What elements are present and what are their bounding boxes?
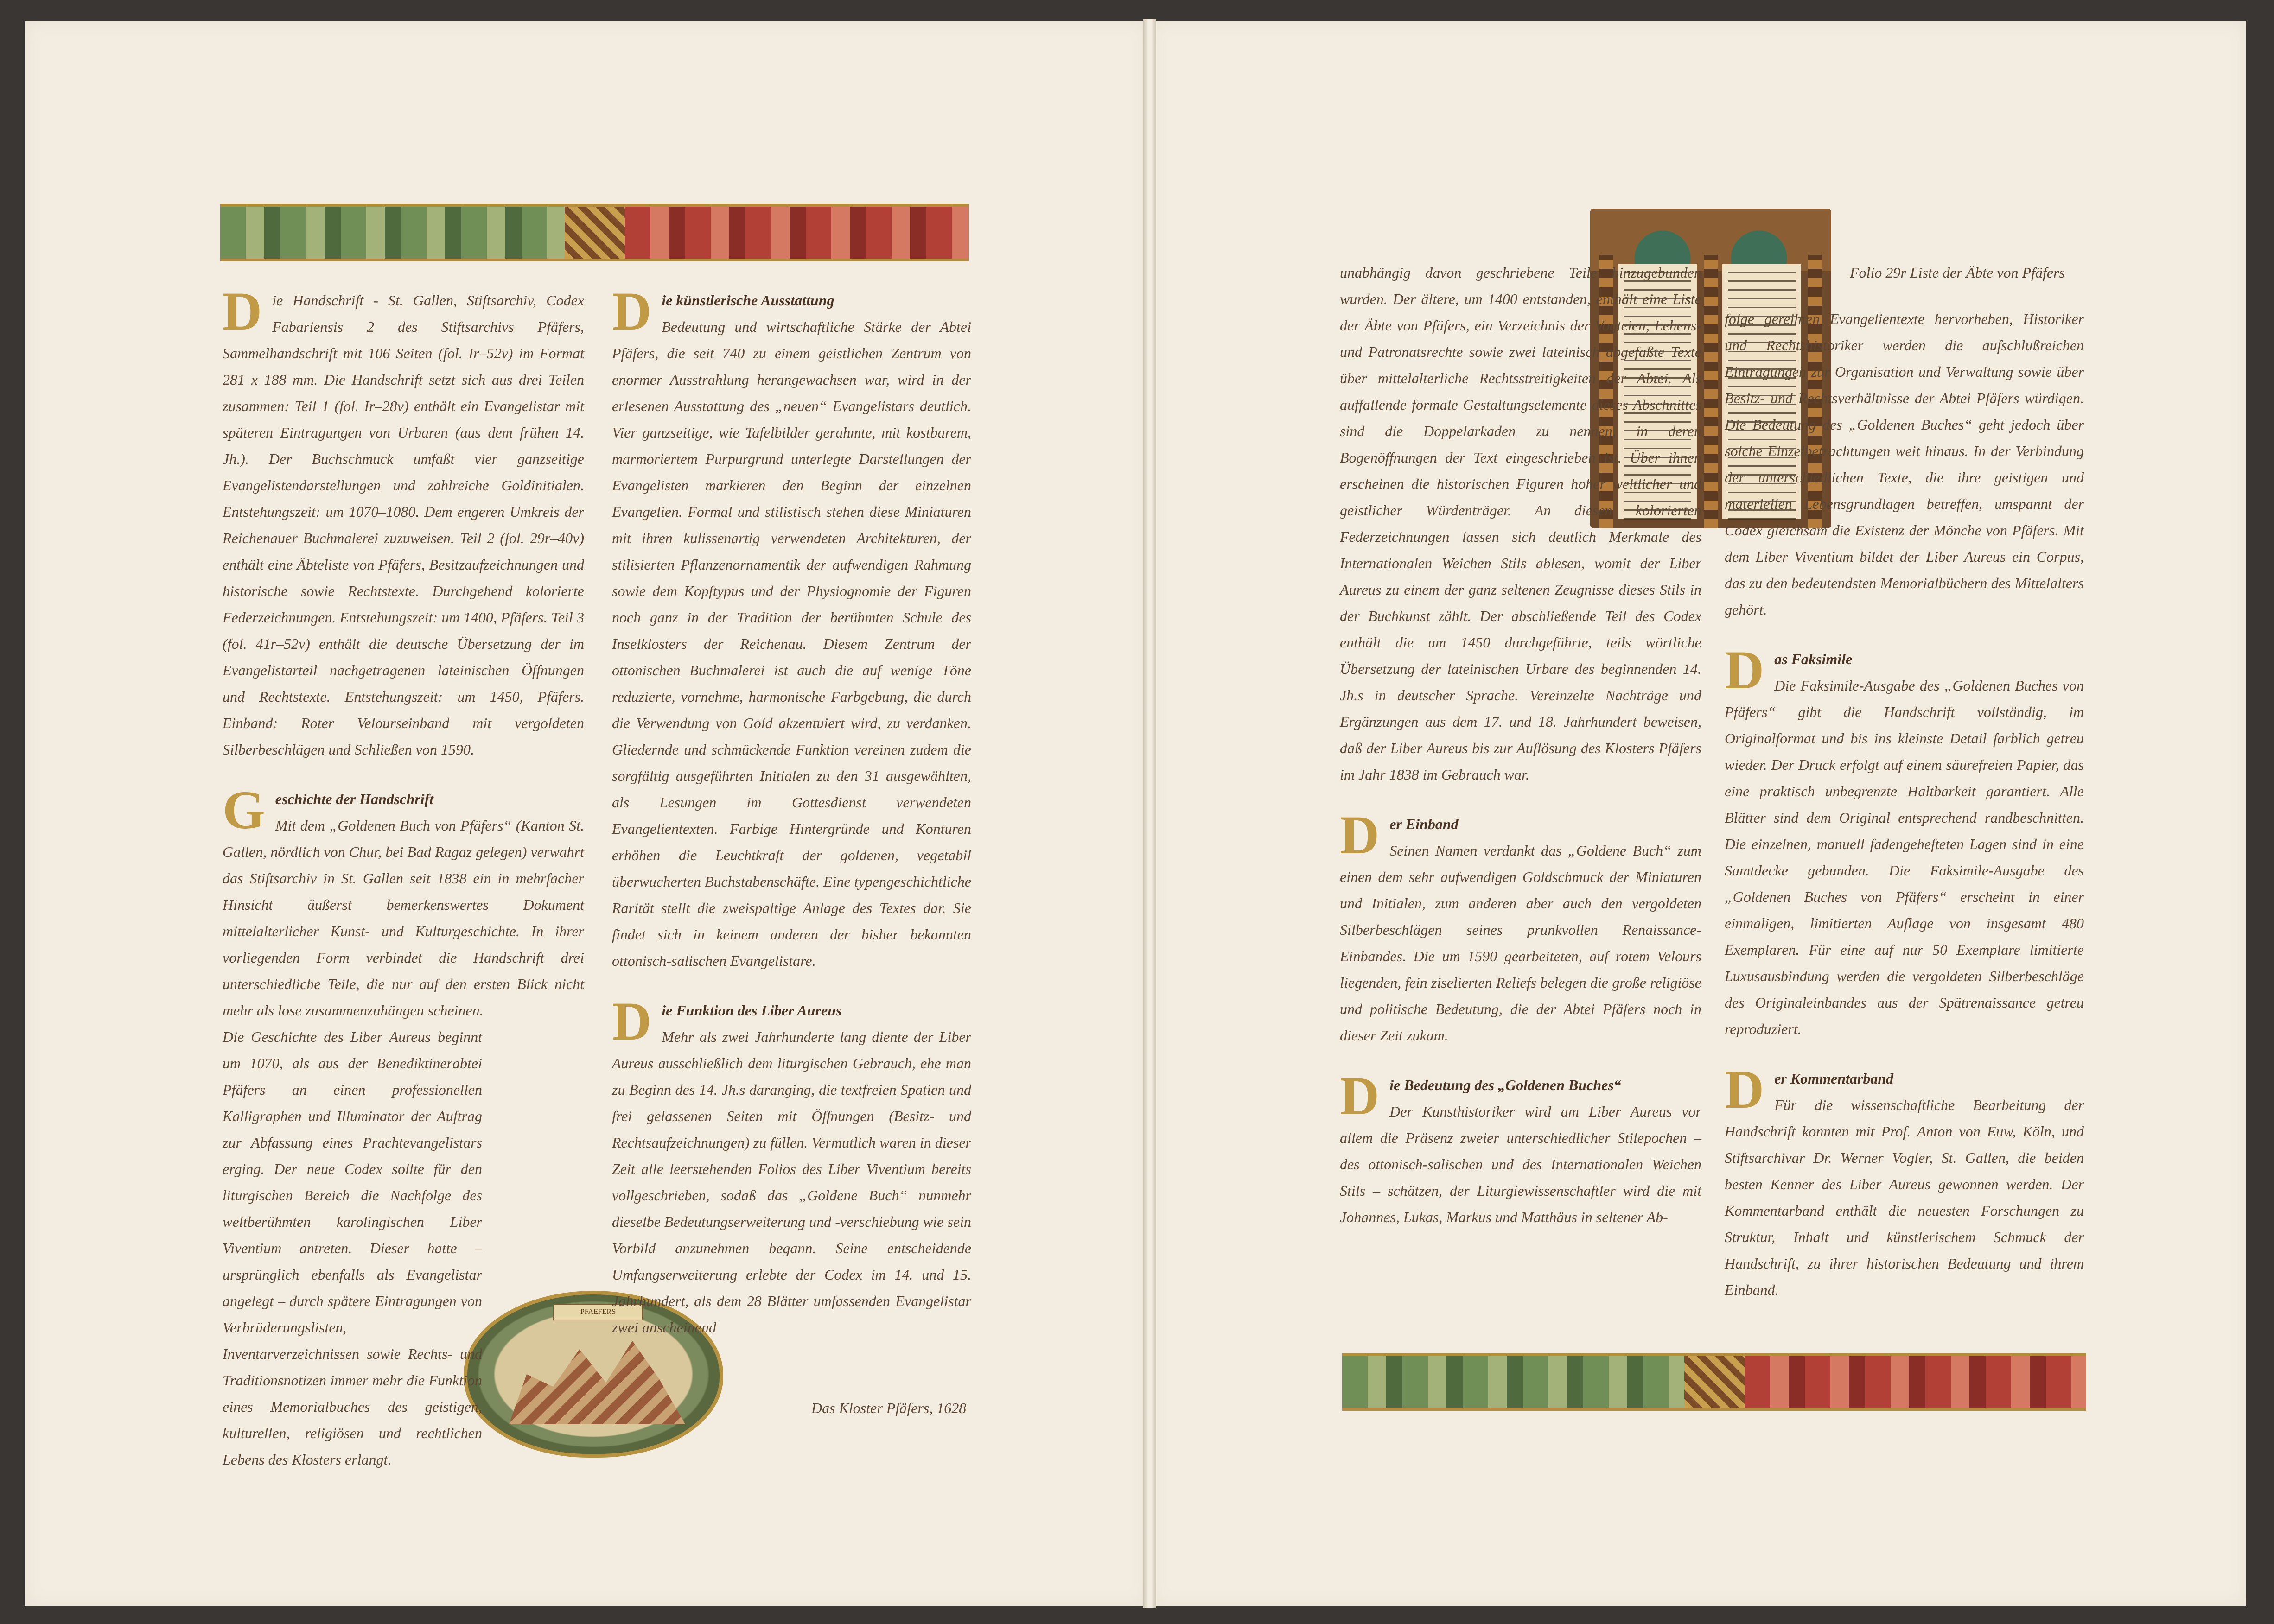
section-bedeutung: [1340, 1066, 1701, 1231]
section-body: Die Faksimile-Ausgabe des „Goldenen Buches von Pfäfers“ gibt die Handschrift vollständig, im Originalformat und bis ins kleinste Detail farblich getreu wieder. Der Druck erfolgt auf einem säurefreien Papier, das eine praktisch unbegrenzte Haltbarkeit garantiert. Alle Blätter sind dem Original entsprechend randbeschnitten. Die einzelnen, manuell fadengehefteten Lagen sind in eine Samtdecke gebunden. Die Faksimile-Ausgabe des „Goldenen Buches von Pfäfers“ erscheint in einer einmaligen, limitierten Auflage von insgesamt 480 Exemplaren. Für eine auf nur 50 Exemplare limitierte Luxusausbindung werden die vergoldeten Silberbeschläge des Originaleinbandes aus der Spätrenaissance getreu reproduziert.: [1725, 677, 2084, 1037]
section-heading: er Einband: [1389, 816, 1459, 832]
ornamental-border-bottom-right: [1342, 1353, 2086, 1411]
section-funktion: [612, 991, 971, 1341]
section-geschichte: [223, 780, 584, 1473]
drop-cap: G: [223, 780, 265, 840]
manuscript-caption: Folio 29r Liste der Äbte von Pfäfers: [1850, 264, 2065, 281]
continued-text: folge gereihten Evangelientexte hervorheben, Historiker und Rechtshistoriker werden die aufschlußreichen Eintragungen zur Organisation und Verwaltung sowie über Besitz- und Rechtsverhältnisse der Abtei Pfäfers würdigen. Die Bedeutung des „Goldenen Buches“ geht jedoch über solche Einzelbetrachtungen weit hinaus. In der Verbindung der unterschiedlichen Texte, die ihre geistigen und materiellen Lebensgrundlagen betreffen, umspannt der Codex gleichsam die Existenz der Mönche von Pfäfers. Mit dem Liber Viventium bildet der Liber Aureus ein Corpus, das zu den bedeutendsten Memorialbüchern des Mittelalters gehört.: [1725, 311, 2084, 618]
section-body: Seinen Namen verdankt das „Goldene Buch“ zum einen dem sehr aufwendigen Goldschmuck der Miniaturen und Initialen, zum anderen aber auch den vergoldeten Silberbeschlägen seines prunkvollen Renaissance-Einbandes. Die um 1590 gearbeiteten, auf rotem Velours liegenden, fein ziselierten Reliefs belegen die große religiöse und politische Bedeutung, die der Abtei Pfäfers noch in dieser Zeit zukam.: [1340, 842, 1701, 1044]
section-heading: ie Funktion des Liber Aureus: [662, 1002, 842, 1019]
left-column-2: [612, 281, 971, 1364]
section-einband: [1340, 805, 1701, 1049]
section-heading: er Kommentarband: [1774, 1070, 1894, 1087]
section-heading: eschichte der Handschrift: [275, 791, 434, 807]
ornamental-border-top-left: [220, 204, 969, 261]
right-column-2: [1725, 306, 2084, 1326]
section-body: Mit dem „Goldenen Buch von Pfäfers“ (Kanton St. Gallen, nördlich von Chur, bei Bad Ragaz gelegen) verwahrt das Stiftsarchiv in St. Gallen seit 1838 ein in mehrfacher Hinsicht äußerst bemerkenswertes Dokument mittelalterlicher Kunst- und Kulturgeschichte. In ihrer vorliegenden Form verbindet die Handschrift drei unterschiedliche Teile, die nur auf den ersten Blick nicht mehr als lose zusammenzuhängen scheinen.: [223, 817, 584, 1019]
section-body: Der Kunsthistoriker wird am Liber Aureus vor allem die Präsenz zweier unterschiedlicher Stilepochen – des ottonisch-salischen und des Internationalen Weichen Stils – schätzen, der Liturgiewissenschaftler wird die mit Johannes, Lukas, Markus und Matthäus in seltener Ab-: [1340, 1103, 1701, 1225]
vignette-banner: PFAEFERS: [553, 1304, 643, 1320]
drop-cap: D: [223, 281, 262, 342]
section-body: ie Handschrift - St. Gallen, Stiftsarchiv, Codex Fabariensis 2 des Stiftsarchivs Pfäfers, Sammelhandschrift mit 106 Seiten (fol. Ir–52v) im Format 281 x 188 mm. Die Handschrift setzt sich aus drei Teilen zusammen: Teil 1 (fol. Ir–28v) enthält ein Evangelistar mit späteren Eintragungen von Urbaren (aus dem frühen 14. Jh.). Der Buchschmuck umfaßt vier ganzseitige Evangelistendarstellungen und zahlreiche Goldinitialen. Entstehungszeit: um 1070–1080. Dem engeren Umkreis der Reichenauer Buchmalerei zuzuweisen. Teil 2 (fol. 29r–40v) enthält eine Äbteliste von Pfäfers, Besitzaufzeichnungen und historische sowie Rechtstexte. Durchgehend kolorierte Federzeichnungen. Entstehungszeit: um 1400, Pfäfers. Teil 3 (fol. 41r–52v) enthält die deutsche Übersetzung der im Evangelistarteil nachgetragenen lateinischen Öffnungen und Rechtstexte. Entstehungszeit: um 1450, Pfäfers. Einband: Roter Velourseinband mit vergoldeten Silberbeschlägen und Schließen von 1590.: [223, 292, 584, 758]
section-heading: as Faksimile: [1774, 651, 1853, 667]
drop-cap: D: [1725, 1059, 1764, 1120]
drop-cap: D: [1340, 1066, 1380, 1126]
section-kommentarband: [1725, 1059, 2084, 1303]
drop-cap: D: [612, 991, 652, 1052]
section-body: Die Geschichte des Liber Aureus beginnt um 1070, als aus der Benediktinerabtei Pfäfers an einen professionellen Kalligraphen und Illuminator der Auftrag zur Abfassung eines Prachtevangelistars erging. Der neue Codex sollte für den liturgischen Bereich die Nachfolge des weltberühmten karolingischen Liber Viventium antreten. Dieser hatte – ursprünglich ebenfalls als Evangelistar angelegt – durch spätere Eintragungen von Verbrüderungslisten, Inventarverzeichnissen sowie Rechts- und Traditionsnotizen immer mehr die Funktion eines Memorialbuches des geistigen, kulturellen, religiösen und rechtlichen Lebens des Klosters erlangt.: [223, 1028, 482, 1468]
right-column-1: [1340, 260, 1701, 1254]
section-heading: ie Bedeutung des „Goldenen Buches“: [1389, 1077, 1621, 1093]
section-body: Für die wissenschaftliche Bearbeitung der Handschrift konnten mit Prof. Anton von Euw, Köln, und Stiftsarchivar Dr. Werner Vogler, St. Gallen, die beiden besten Kenner des Liber Aureus gewonnen werden. Der Kommentarband enthält die neuesten Forschungen zu Struktur, Inhalt und künstlerischem Schmuck der Handschrift, zu ihrer historischen Bedeutung und ihrem Einband.: [1725, 1097, 2084, 1298]
drop-cap: D: [612, 281, 652, 342]
section-handschrift: [223, 281, 584, 763]
section-heading: ie künstlerische Ausstattung: [662, 292, 834, 309]
continued-text: unabhängig davon geschriebene Teile hinzugebunden wurden. Der ältere, um 1400 entstanden, enthält eine Liste der Äbte von Pfäfers, ein Verzeichnis der Vogteien, Lehens- und Patronatsrechte sowie zwei lateinisch abgefaßte Texte über mittelalterliche Rechtsstreitigkeiten der Abtei. Als auffallende formale Gestaltungselemente dieses Abschnittes sind die Doppelarkaden zu nennen, in deren Bogenöffnungen der Text eingeschrieben ist. Über ihnen erscheinen die historischen Figuren hoher weltlicher und geistlicher Würdenträger. An diesen kolorierten Federzeichnungen lassen sich deutlich Merkmale des Internationalen Weichen Stils ablesen, womit der Liber Aureus zu einem der ganz seltenen Zeugnisse dieses Stils in der Buchkunst zählt. Der abschließende Teil des Codex enthält die um 1450 durchgeführte, teils wörtliche Übersetzung der lateinischen Urbare des beginnenden 14. Jh.s in deutscher Sprache. Vereinzelte Nachträge und Ergänzungen aus dem 17. und 18. Jahrhundert beweisen, daß der Liber Aureus bis zur Auflösung des Klosters Pfäfers im Jahr 1838 im Gebrauch war.: [1340, 264, 1701, 783]
section-body: Mehr als zwei Jahrhunderte lang diente der Liber Aureus ausschließlich dem liturgischen Gebrauch, ehe man zu Beginn des 14. Jh.s daranging, die textfreien Spatien und frei gelassenen Seiten mit Öffnungen (Besitz- und Rechtsaufzeichnungen) zu füllen. Vermutlich waren in dieser Zeit alle leerstehenden Folios des Liber Viventium bereits vollgeschrieben, sodaß das „Goldene Buch“ nunmehr dieselbe Bedeutungserweiterung und -verschiebung wie sein Vorbild anzunehmen begann. Seine entscheidende Umfangserweiterung erlebte der Codex im 14. und 15. Jahrhundert, als dem 28 Blätter umfassenden Evangelistar zwei anscheinend: [612, 1028, 971, 1336]
vignette-caption: Das Kloster Pfäfers, 1628: [811, 1400, 967, 1416]
section-faksimile: [1725, 640, 2084, 1042]
section-kuenstlerische-ausstattung: [612, 281, 971, 974]
drop-cap: D: [1725, 640, 1764, 700]
book-gutter: [1143, 19, 1156, 1608]
drop-cap: D: [1340, 805, 1380, 865]
section-body: Bedeutung und wirtschaftliche Stärke der Abtei Pfäfers, die seit 740 zu einem geistlichen Zentrum von enormer Ausstrahlung herangewachsen war, wird in der erlesenen Ausstattung des „neuen“ Evangelistars deutlich. Vier ganzseitige, wie Tafelbilder gerahmte, mit kostbarem, marmoriertem Purpurgrund unterlegte Darstellungen der Evangelisten markieren den Beginn der einzelnen Evangelien. Formal und stilistisch stehen diese Miniaturen mit ihren kulissenartig verwendeten Architekturen, der stilisierten Pflanzenornamentik der aufwendigen Rahmung sowie dem Kopftypus und der Physiognomie der Figuren noch ganz in der Tradition der berühmten Schule des Inselklosters der Reichenau. Diesem Zentrum der ottonischen Buchmalerei ist auch die auf wenige Töne reduzierte, vornehme, harmonische Farbgebung, die durch die Verwendung von Gold akzentuiert wird, zu verdanken. Gliedernde und schmückende Funktion vereinen zudem die sorgfältig ausgeführten Initialen zu den 31 ausgewählten, als Lesungen im Gottesdienst verwendeten Evangelientexten. Farbige Hintergründe und Konturen erhöhen die Leuchtkraft der goldenen, vegetabil überwucherten Buchstabenschäfte. Eine typengeschichtliche Rarität stellt die zweispaltige Anlage des Textes dar. Sie findet sich in keinem anderen der bisher bekannten ottonisch-salischen Evangelistare.: [612, 318, 971, 969]
left-column-1: [223, 281, 584, 1496]
